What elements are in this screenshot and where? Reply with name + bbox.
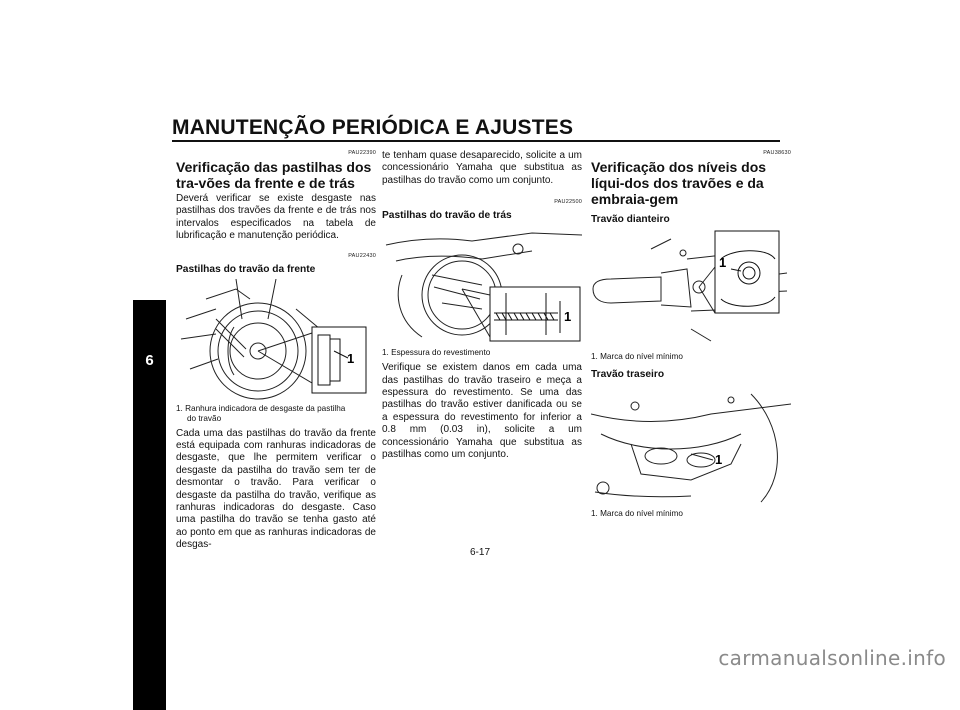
ref-code: PAU38630 — [763, 150, 791, 156]
figure-caption: 1. Marca do nível mínimo — [591, 509, 683, 518]
subsection-heading: Pastilhas do travão de trás — [382, 210, 512, 222]
watermark: carmanualsonline.info — [718, 646, 946, 670]
figure-callout: 1 — [715, 452, 723, 467]
figure-callout: 1 — [347, 350, 355, 366]
subsection-heading-rear: Travão traseiro — [591, 369, 665, 380]
front-reservoir-figure — [591, 229, 791, 349]
chapter-number: 6 — [145, 352, 154, 369]
subsection-heading: Pastilhas do travão da frente — [176, 263, 316, 275]
figure-caption: 1. Marca do nível mínimo — [591, 352, 683, 361]
caption-text-cont: do travão — [187, 413, 222, 423]
column-2 — [382, 150, 582, 461]
chapter-tab — [133, 300, 166, 710]
subsection-heading-front: Travão dianteiro — [591, 214, 670, 225]
caption-text: Ranhura indicadora de desgaste da pastilha — [185, 403, 346, 413]
page-title: MANUTENÇÃO PERIÓDICA E AJUSTES — [172, 116, 574, 139]
title-rule — [172, 140, 780, 142]
figure-callout: 1 — [564, 309, 572, 325]
column-3 — [591, 150, 791, 523]
page-number: 6-17 — [469, 547, 490, 558]
ref-code: PAU22390 — [348, 150, 376, 156]
column-1 — [176, 150, 376, 552]
figure-callout: 1 — [719, 255, 727, 270]
continued-paragraph: te tenham quase desaparecido, solicite a um concessionário Yamaha que substitua as pastilhas do travão como um conjunto. — [382, 150, 582, 186]
front-brake-figure — [176, 279, 376, 401]
figure-caption — [176, 404, 376, 424]
rear-brake-figure — [382, 225, 582, 345]
figure-caption: 1. Espessura do revestimento — [382, 348, 491, 358]
intro-paragraph: Deverá verificar se existe desgaste nas pastilhas dos travões da frente e de trás nos intervalos especificados na tabela de lubrificação e manutenção periódica. — [176, 193, 376, 242]
rear-reservoir-figure — [591, 384, 791, 506]
body-paragraph: Verifique se existem danos em cada uma das pastilhas do travão traseiro e meça a espessura do revestimento. Se uma das pastilhas do travão estiver danificada ou se a espessura do revestimento for inferior a 0.8 mm (0.03 in), solicite a um concessionário Yamaha que substitua as pastilhas como um conjunto. — [382, 362, 582, 461]
body-paragraph: Cada uma das pastilhas do travão da frente está equipada com ranhuras indicadoras de desgaste, que lhe permitem verificar o desgaste da pastilha do travão sem ter de desmontar o travão. Para verificar o desgaste da pastilha do travão, verifique as ranhuras indicadoras do desgaste. Caso uma pastilha do travão se tenha gasto até ao ponto em que as ranhuras indicadoras de desgas- — [176, 427, 376, 551]
ref-code: PAU22500 — [554, 199, 582, 206]
caption-number: 1. — [176, 403, 183, 413]
ref-code: PAU22430 — [348, 252, 376, 259]
section-heading: Verificação dos níveis dos líqui-dos dos travões e da embraia-gem — [591, 159, 767, 207]
section-heading: Verificação das pastilhas dos tra-vões da frente e de trás — [176, 159, 372, 191]
